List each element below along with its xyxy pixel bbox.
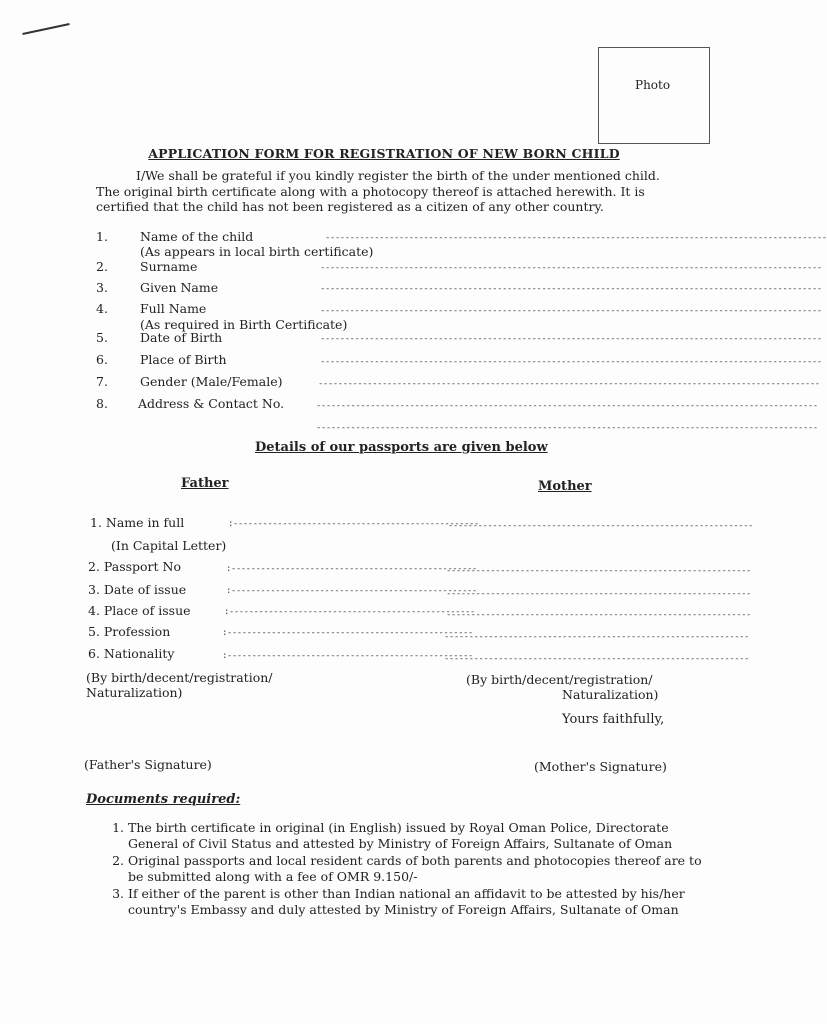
dob-line[interactable]: ------------------------------------------------------------------------------------------------------ [320,334,822,344]
mother-nationality-note: Naturalization) [562,687,659,702]
child-field-label: Given Name [140,280,219,295]
given-name-line[interactable]: ------------------------------------------------------------------------------------------------------ [320,284,822,294]
father-signature-label: (Father's Signature) [84,757,212,772]
closing-text: Yours faithfully, [562,712,665,727]
child-field-label: Full Name [140,301,207,316]
intro-line-1: I/We shall be grateful if you kindly register the birth of the under mentioned child. [136,168,660,183]
mother-signature-label: (Mother's Signature) [534,759,667,774]
mother-nationality-line[interactable]: -------------------------------------------------------------- [444,654,749,664]
mother-name-line[interactable]: -------------------------------------------------------------- [448,521,753,531]
father-nationality-note: Naturalization) [86,685,183,700]
mother-profession-line[interactable]: -------------------------------------------------------------- [444,632,749,642]
mother-passport-line[interactable]: -------------------------------------------------------------- [446,566,751,576]
child-field-num: 7. [96,374,108,389]
child-field-label: Place of Birth [140,352,227,367]
child-field-label: Address & Contact No. [138,396,285,411]
father-nationality-note: (By birth/decent/registration/ [86,670,273,685]
photo-label: Photo [635,78,671,92]
full-name-line[interactable]: ------------------------------------------------------------------------------------------------------ [320,306,822,316]
passport-heading: Details of our passports are given below [255,440,548,455]
intro-rest: The original birth certificate along with a photocopy thereof is attached herewith. It is certified that the child has not been registered as a citizen of any other country. [96,183,645,214]
document-item: 3. If either of the parent is other than Indian national an affidavit to be attested by his/her country's Embassy and duly attested by Ministry of Foreign Affairs, Sultanate of Oman [128,886,702,918]
child-field-num: 3. [96,280,108,295]
parent-field-label: 1. Name in full [90,515,185,530]
address-line-2[interactable]: ------------------------------------------------------------------------------------------------------ [316,423,818,433]
father-place-issue-line[interactable]: :-------------------------------------------------- [224,607,475,617]
parent-field-label: (In Capital Letter) [111,538,227,553]
document-item: 2. Original passports and local resident cards of both parents and photocopies thereof are to be submitted along with a fee of OMR 9.150/- [128,853,702,885]
parent-field-label: 2. Passport No [88,559,181,574]
child-field-num: 1. [96,229,108,244]
mother-date-issue-line[interactable]: -------------------------------------------------------------- [446,589,751,599]
child-field-num: 4. [96,301,108,316]
photo-box[interactable] [598,47,710,144]
pen-mark [22,23,69,35]
child-field-label: Gender (Male/Female) [140,374,283,389]
parent-field-label: 3. Date of issue [88,582,187,597]
child-field-label: Surname [140,259,198,274]
father-profession-line[interactable]: :-------------------------------------------------- [222,628,473,638]
mother-nationality-note: (By birth/decent/registration/ [466,672,653,687]
father-passport-line[interactable]: :-------------------------------------------------- [226,564,477,574]
child-field-num: 6. [96,352,108,367]
father-nationality-line[interactable]: :-------------------------------------------------- [222,651,473,661]
mother-place-issue-line[interactable]: -------------------------------------------------------------- [446,610,751,620]
child-field-num: 2. [96,259,108,274]
place-of-birth-line[interactable]: ------------------------------------------------------------------------------------------------------ [320,357,822,367]
document-item: 1. The birth certificate in original (in English) issued by Royal Oman Police, Directorate General of Civil Status and attested by Ministry of Foreign Affairs, Sultanate of Oman [128,820,702,852]
child-field-label: (As appears in local birth certificate) [140,244,374,259]
gender-line[interactable]: ------------------------------------------------------------------------------------------------------ [318,379,820,389]
father-heading: Father [181,476,229,491]
documents-list [88,820,702,919]
intro-paragraph [96,168,686,215]
documents-heading: Documents required: [86,792,241,807]
father-name-line[interactable]: :-------------------------------------------------- [228,519,479,529]
parent-field-label: 5. Profession [88,624,171,639]
child-field-label: Date of Birth [140,330,223,345]
parent-field-label: 4. Place of issue [88,603,191,618]
father-date-issue-line[interactable]: :-------------------------------------------------- [226,586,477,596]
child-field-label: (As required in Birth Certificate) [140,317,348,332]
child-field-num: 8. [96,396,108,411]
child-field-num: 5. [96,330,108,345]
mother-heading: Mother [538,479,592,494]
child-name-line[interactable]: ------------------------------------------------------------------------------------------------------ [325,233,827,243]
address-line[interactable]: ------------------------------------------------------------------------------------------------------ [316,401,818,411]
form-title: APPLICATION FORM FOR REGISTRATION OF NEW BORN CHILD [148,146,620,161]
surname-line[interactable]: ------------------------------------------------------------------------------------------------------ [320,263,822,273]
parent-field-label: 6. Nationality [88,646,175,661]
child-field-label: Name of the child [140,229,254,244]
